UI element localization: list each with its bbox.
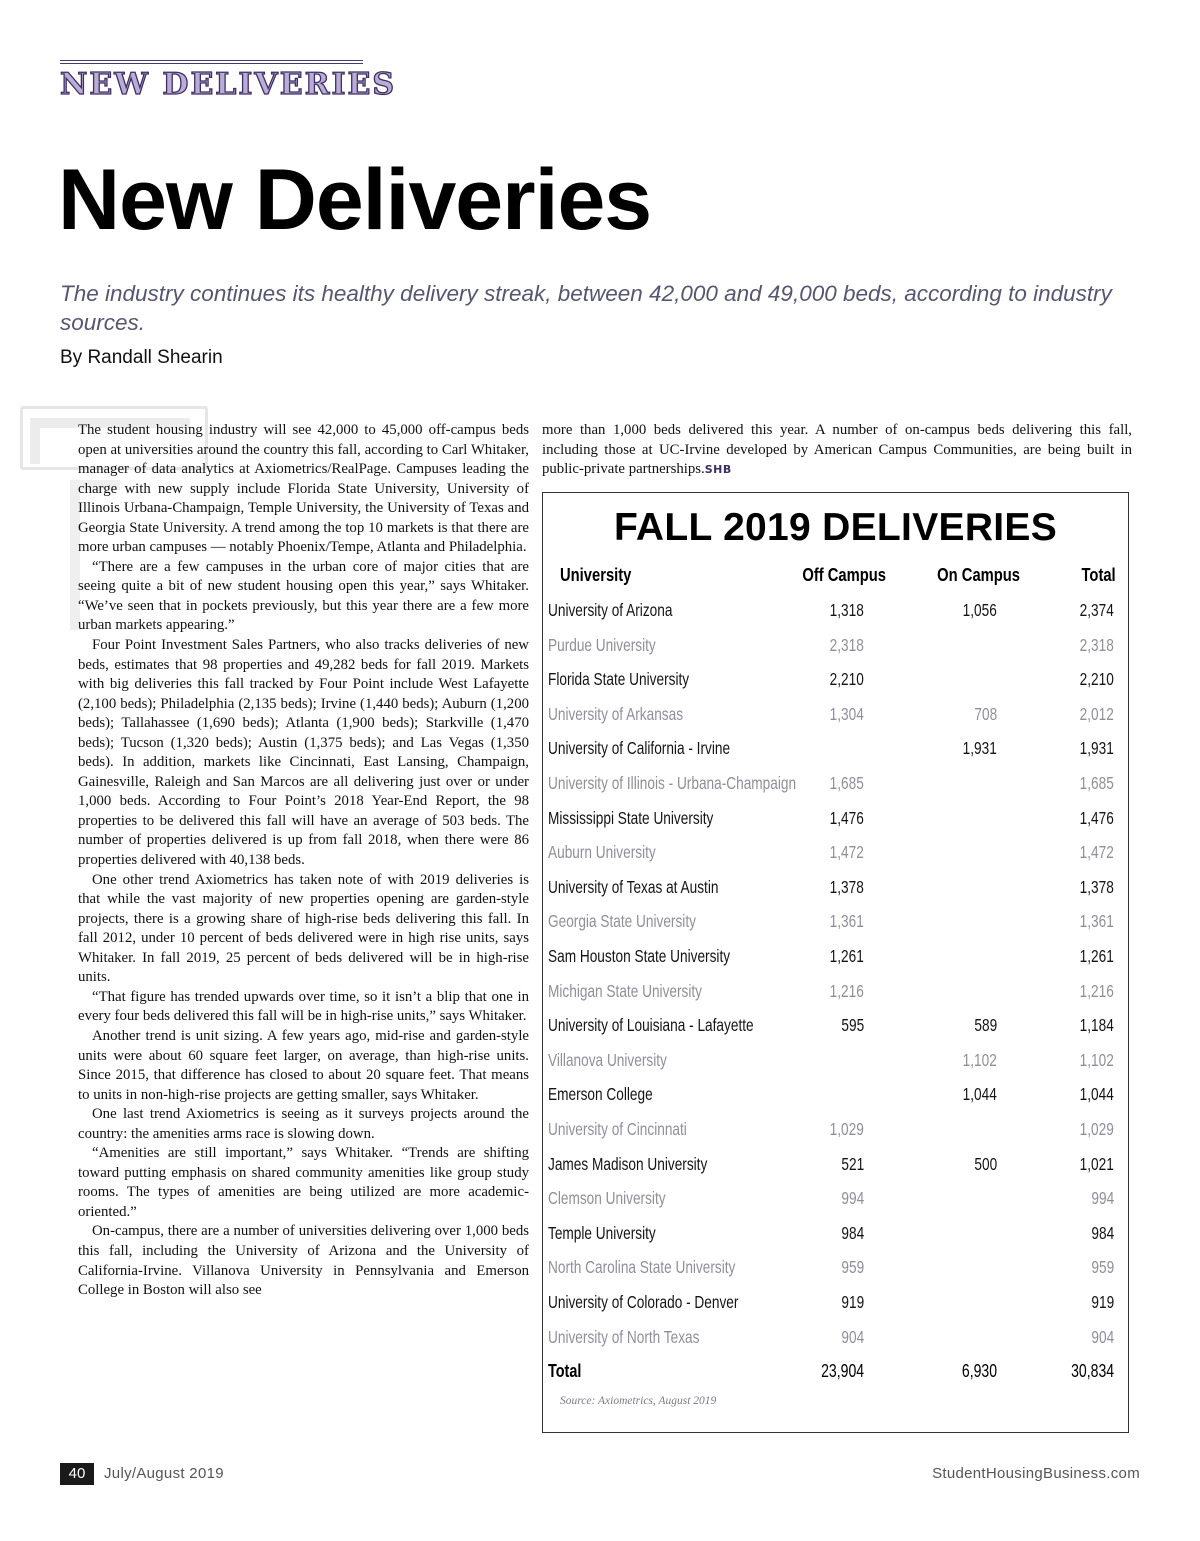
table-cell-off-campus: 1,261 [829, 946, 864, 966]
table-cell-university: Auburn University [548, 842, 656, 863]
table-cell-total: 2,012 [1079, 703, 1114, 724]
continuation-text: more than 1,000 beds delivered this year. A number of on-campus beds delivering this fall, including those at UC-Irvine developed by American Campus Communities, are being built in public-private partnerships. [542, 422, 1132, 478]
section-rule-top [60, 60, 363, 61]
table-cell-total: 1,261 [1079, 946, 1114, 966]
end-mark: SHB [704, 463, 732, 477]
table-cell-total: 2,374 [1079, 600, 1114, 620]
table-cell-off-campus: 904 [841, 1326, 864, 1347]
table-cell-university: North Carolina State University [548, 1257, 736, 1278]
table-cell-on-campus: 708 [974, 703, 997, 724]
byline: By Randall Shearin [60, 347, 223, 368]
table-cell-university: Clemson University [548, 1188, 666, 1209]
table-source: Source: Axiometrics, August 2019 [560, 1395, 717, 1407]
table-cell-total: 1,931 [1079, 738, 1114, 759]
body-paragraph: On-campus, there are a number of universities delivering over 1,000 beds this fall, including the University of Arizona and the University of California-Irvine. Villanova University in Pennsylvania and Emerson College in Boston will also see [78, 1223, 529, 1299]
table-cell-total: 919 [1091, 1292, 1114, 1312]
table-cell-university: Michigan State University [548, 980, 703, 1001]
col-header-total: Total [1081, 565, 1116, 585]
article-continuation [542, 421, 1132, 480]
page-number: 40 [60, 1463, 94, 1485]
table-cell-on-campus: 1,102 [962, 1049, 997, 1070]
table-cell-off-campus: 2,210 [829, 669, 864, 690]
table-cell-university: Purdue University [548, 634, 656, 655]
table-cell-university: Georgia State University [548, 911, 696, 932]
table-title: FALL 2019 DELIVERIES [613, 506, 1058, 549]
table-total-label: Total [548, 1361, 582, 1382]
table-cell-on-campus: 1,056 [962, 600, 997, 620]
table-total-on-campus: 6,930 [961, 1361, 997, 1382]
body-paragraph: The student housing industry will see 42,000 to 45,000 off-campus beds open at universities around the country this fall, according to Carl Whitaker, manager of data analytics at Axiometrics/RealPage. Campuses leading the charge with new supply include Florida State University, University of Illinois Urbana-Champaign, Temple University, the University of Texas and Georgia State University. A trend among the top 10 markets is that there are more urban campuses — notably Phoenix/Tempe, Atlanta and Philadelphia. [78, 422, 529, 556]
table-cell-total: 1,044 [1079, 1084, 1114, 1105]
table-cell-university: James Madison University [548, 1153, 708, 1174]
table-cell-off-campus: 1,029 [829, 1119, 864, 1139]
table-cell-total: 984 [1091, 1222, 1114, 1243]
body-paragraph: One last trend Axiometrics is seeing as it surveys projects around the country: the amenities arms race is slowing down. [78, 1106, 529, 1142]
page-title: New Deliveries [58, 152, 652, 248]
site-url: StudentHousingBusiness.com [932, 1465, 1140, 1482]
body-paragraph: Another trend is unit sizing. A few years ago, mid-rise and garden-style units were about 60 square feet larger, on average, than high-rise units. Since 2015, that difference has closed to about 20 square feet. That means to units in non-high-rise projects are getting smaller, says Whitaker. [78, 1027, 529, 1103]
article-body [78, 421, 529, 1301]
table-cell-university: Emerson College [548, 1084, 653, 1105]
table-cell-university: University of Texas at Austin [548, 876, 719, 897]
table-cell-off-campus: 919 [841, 1292, 864, 1312]
table-cell-off-campus: 994 [841, 1188, 864, 1209]
dek: The industry continues its healthy delivery streak, between 42,000 and 49,000 beds, according to industry sources. [60, 281, 1112, 335]
table-cell-off-campus: 1,685 [829, 773, 864, 793]
table-cell-off-campus: 1,318 [829, 600, 864, 620]
body-paragraph: Four Point Investment Sales Partners, who also tracks deliveries of new beds, estimates that 98 properties and 49,282 beds for fall 2019. Markets with big deliveries this fall tracked by Four Point include West Lafayette (2,100 beds); Philadelphia (2,135 beds); Irvine (1,440 beds); Auburn (1,200 beds); Tallahassee (1,690 beds); Atlanta (1,900 beds); Starkville (1,470 beds); Tucson (1,320 beds); Austin (1,375 beds); and Las Vegas (1,350 beds). In addition, markets like Cincinnati, East Lansing, Champaign, Gainesville, Raleigh and San Marcos are all delivering just over or under 1,000 beds. According to Four Point’s 2018 Year-End Report, the 98 properties to be delivered this fall will have an average of 503 beds. The number of properties delivered is up from fall 2018, when there were 86 properties delivered with 40,138 beds. [78, 637, 529, 869]
body-paragraph: One other trend Axiometrics has taken note of with 2019 deliveries is that while the vast majority of new properties opening are garden-style projects, there is a growing share of high-rise beds delivering this fall. In fall 2012, under 10 percent of beds delivered were in high rise units, says Whitaker. In fall 2019, 25 percent of beds delivered will be in high-rise units. [78, 871, 529, 986]
table-cell-total: 1,029 [1079, 1119, 1114, 1139]
table-cell-total: 1,685 [1079, 773, 1114, 793]
body-paragraph: “That figure has trended upwards over time, so it isn’t a blip that one in every four beds delivered this fall will be in high-rise units,” says Whitaker. [78, 988, 529, 1025]
table-cell-university: Mississippi State University [548, 807, 714, 828]
col-header-off-campus: Off Campus [802, 565, 886, 585]
table-cell-total: 1,102 [1079, 1049, 1114, 1070]
table-cell-on-campus: 589 [974, 1015, 997, 1036]
table-cell-university: Villanova University [548, 1049, 667, 1070]
table-cell-university: University of California - Irvine [548, 738, 731, 759]
table-cell-off-campus: 1,378 [829, 876, 864, 897]
table-cell-off-campus: 959 [841, 1257, 864, 1278]
table-cell-off-campus: 1,216 [829, 980, 864, 1001]
table-cell-university: University of Colorado - Denver [548, 1292, 739, 1312]
table-cell-university: University of Arizona [548, 600, 673, 620]
table-cell-university: Sam Houston State University [548, 946, 731, 966]
table-cell-off-campus: 595 [841, 1015, 864, 1036]
table-cell-total: 1,216 [1079, 980, 1114, 1001]
table-cell-on-campus: 1,931 [962, 738, 997, 759]
table-cell-university: University of Illinois - Urbana-Champaign [548, 773, 797, 793]
col-header-university: University [560, 565, 632, 585]
table-cell-university: University of Louisiana - Lafayette [548, 1015, 754, 1036]
table-cell-total: 904 [1091, 1326, 1114, 1347]
table-cell-off-campus: 2,318 [829, 634, 864, 655]
table-cell-total: 2,318 [1079, 634, 1114, 655]
table-cell-total: 1,476 [1079, 807, 1114, 828]
table-cell-total: 1,472 [1079, 842, 1114, 863]
table-cell-off-campus: 521 [841, 1153, 864, 1174]
table-cell-off-campus: 1,304 [829, 703, 864, 724]
table-cell-total: 959 [1091, 1257, 1114, 1278]
table-header-row [0, 0, 1032, 20]
table-total-total: 30,834 [1071, 1361, 1114, 1382]
table-cell-off-campus: 1,476 [829, 807, 864, 828]
section-rule-bottom [60, 63, 363, 64]
table-cell-total: 1,378 [1079, 876, 1114, 897]
table-cell-university: Temple University [548, 1222, 656, 1243]
table-cell-university: University of Cincinnati [548, 1119, 687, 1139]
table-total-off-campus: 23,904 [821, 1361, 864, 1382]
table-cell-total: 1,184 [1079, 1015, 1114, 1036]
table-cell-university: Florida State University [548, 669, 690, 690]
table-cell-total: 994 [1091, 1188, 1114, 1209]
body-paragraph: “There are a few campuses in the urban core of major cities that are seeing quite a bit of new student housing open this year,” says Whitaker. “We’ve seen that in pockets previously, but this year there are a few more urban markets appearing.” [78, 558, 529, 634]
issue-date: July/August 2019 [104, 1465, 224, 1482]
table-cell-off-campus: 1,361 [829, 911, 864, 932]
table-cell-total: 1,361 [1079, 911, 1114, 932]
table-cell-total: 2,210 [1079, 669, 1114, 690]
table-cell-total: 1,021 [1079, 1153, 1114, 1174]
table-cell-on-campus: 500 [974, 1153, 997, 1174]
col-header-on-campus: On Campus [937, 565, 1020, 585]
table-cell-off-campus: 1,472 [829, 842, 864, 863]
table-cell-university: University of Arkansas [548, 703, 684, 724]
section-label: NEW DELIVERIES [60, 67, 397, 102]
table-cell-university: University of North Texas [548, 1326, 700, 1347]
table-cell-off-campus: 984 [841, 1222, 864, 1243]
table-cell-on-campus: 1,044 [962, 1084, 997, 1105]
body-paragraph: “Amenities are still important,” says Whitaker. “Trends are shifting toward putting emphasis on shared community amenities like group study rooms. The types of amenities are being utilized are more academic-oriented.” [78, 1145, 529, 1220]
